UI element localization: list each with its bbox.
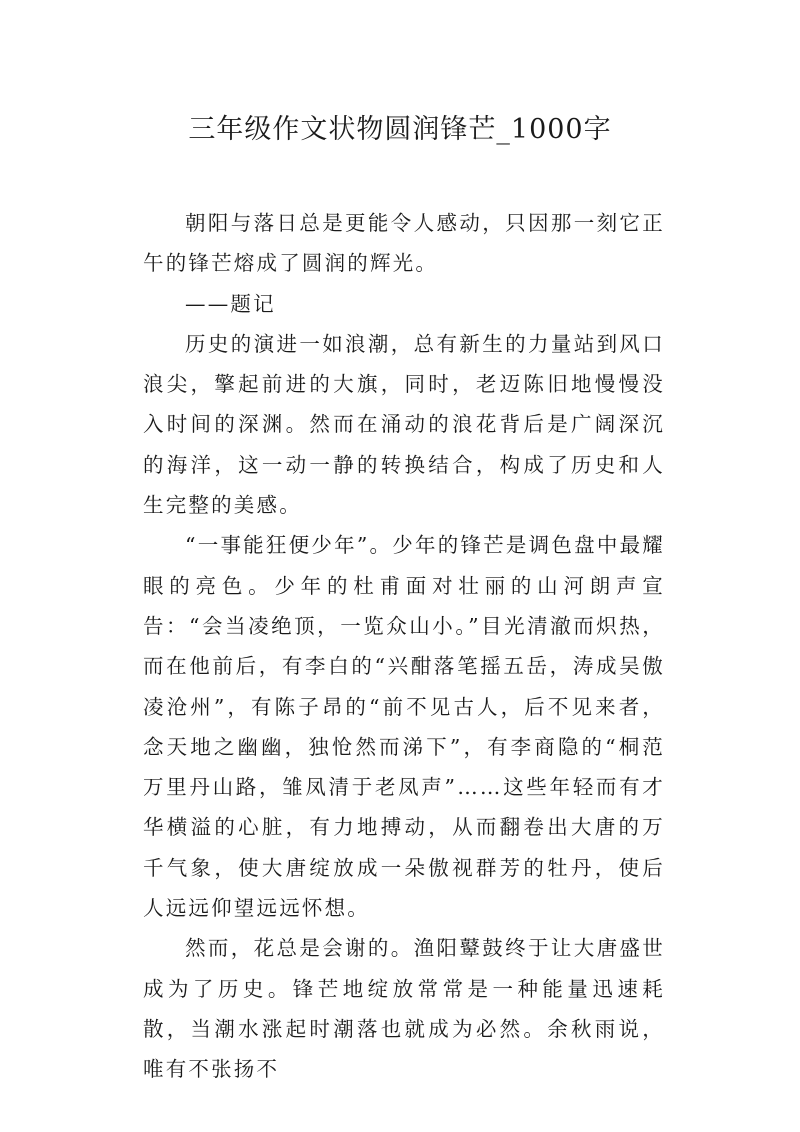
paragraph-history: 历史的演进一如浪潮，总有新生的力量站到风口浪尖，擎起前进的大旗，同时，老迈陈旧地慢慢没入时间的深渊。然而在涌动的浪花背后是广阔深沉的海洋，这一动一静的转换结合，构成了历史和人生完整的美感。: [143, 331, 665, 518]
document-body: [143, 203, 665, 1090]
document-title: 三年级作文状物圆润锋芒_1000字: [188, 114, 612, 145]
paragraph-youth: “一事能狂便少年”。少年的锋芒是调色盘中最耀眼的亮色。少年的杜甫面对壮丽的山河朗声宣告：“会当凌绝顶，一览众山小。”目光清澈而炽热，而在他前后，有李白的“兴酣落笔摇五岳，涛成吴傲凌沧州”，有陈子昂的“前不见古人，后不见来者，念天地之幽幽，独怆然而涕下”，有李商隐的“桐范万里丹山路，雏凤清于老凤声”……这些年轻而有才华横溢的心脏，有力地搏动，从而翻卷出大唐的万千气象，使大唐绽放成一朵傲视群芳的牡丹，使后人远远仰望远远怀想。: [143, 533, 665, 921]
paragraph-decline: 然而，花总是会谢的。渔阳鼙鼓终于让大唐盛世成为了历史。锋芒地绽放常常是一种能量迅速耗散，当潮水涨起时潮落也就成为必然。余秋雨说，唯有不张扬不: [143, 936, 665, 1082]
paragraph-intro: 朝阳与落日总是更能令人感动，只因那一刻它正午的锋芒熔成了圆润的辉光。: [143, 211, 665, 276]
paragraph-epigraph-attribution: ——题记: [185, 291, 276, 316]
